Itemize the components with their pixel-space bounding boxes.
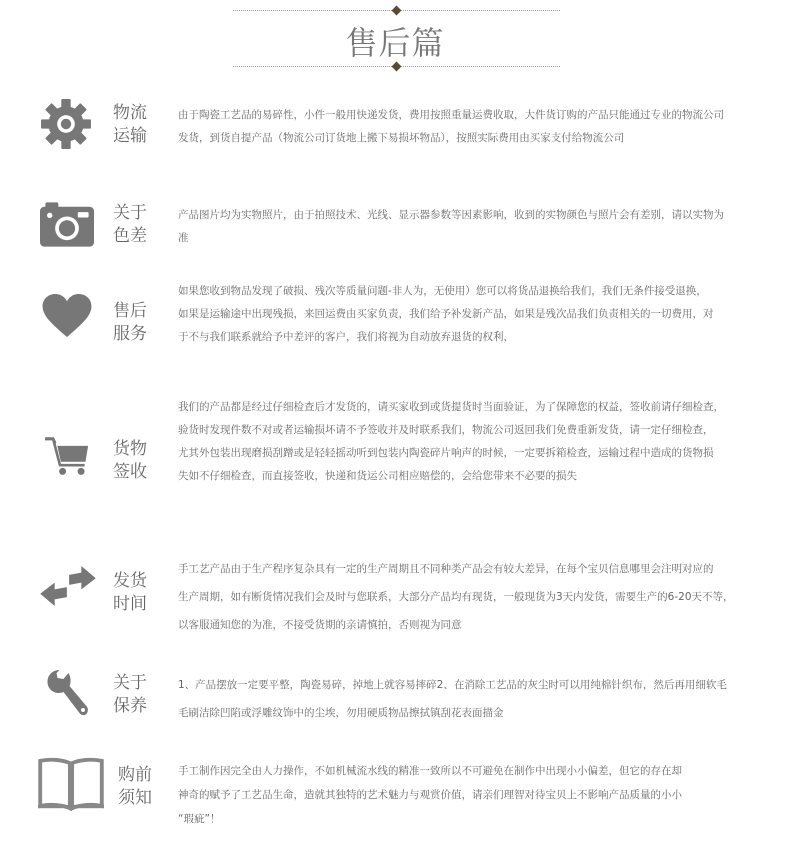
shopping-cart-icon bbox=[45, 436, 89, 476]
text-line: 准 bbox=[178, 232, 189, 244]
text-line: 产品图片均为实物照片，由于拍照技术、光线、显示器参数等因素影响，收到的实物颜色与照片会有差别，请以实物为 bbox=[178, 209, 724, 221]
label-line: 发货 bbox=[113, 571, 147, 591]
gear-icon bbox=[40, 98, 92, 150]
label-line: 运输 bbox=[113, 126, 147, 146]
section-label bbox=[113, 102, 157, 148]
label-line: 关于 bbox=[113, 203, 147, 223]
label-line: 时间 bbox=[113, 594, 147, 614]
label-line: 物流 bbox=[113, 103, 147, 123]
section-text bbox=[178, 396, 748, 488]
text-line: 毛刷洁除凹陷或浮雕纹饰中的尘埃，勿用硬质物品擦拭镇刮花表面描金 bbox=[178, 707, 504, 719]
label-line: 保养 bbox=[113, 696, 147, 716]
label-line: 须知 bbox=[118, 788, 152, 808]
text-line: 由于陶瓷工艺品的易碎性，小件一般用快递发货，费用按照重量运费收取，大件货订购的产品只能通过专业的物流公司 bbox=[178, 109, 724, 121]
section-label bbox=[113, 438, 157, 484]
section-delivery-time bbox=[0, 552, 790, 642]
section-text bbox=[178, 104, 748, 150]
section-goods-receipt bbox=[0, 396, 790, 496]
section-after-sales bbox=[0, 280, 790, 360]
text-line: 于不与我们联系就给予中差评的客户，我们将视为自动放弃退货的权利， bbox=[178, 331, 514, 343]
text-line: 如果是运输途中出现残损，来回运费由买家负责，我们给予补发新产品，如果是残次品我们负责相关的一切费用，对 bbox=[178, 308, 714, 320]
label-line: 售后 bbox=[113, 301, 147, 321]
label-line: 货物 bbox=[113, 439, 147, 459]
label-line: 购前 bbox=[118, 765, 152, 785]
open-book-icon bbox=[38, 756, 104, 812]
section-label bbox=[113, 202, 157, 248]
wrench-icon bbox=[44, 668, 90, 718]
section-text bbox=[178, 280, 748, 349]
section-text bbox=[178, 671, 748, 727]
label-line: 签收 bbox=[113, 462, 147, 482]
label-line: 色差 bbox=[113, 226, 147, 246]
section-maintenance bbox=[0, 668, 790, 728]
text-line: 如果您收到物品发现了破损、残次等质量问题-非人为，无使用）您可以将货品退换给我们，我们无条件接受退换， bbox=[178, 285, 707, 297]
page-header bbox=[0, 0, 790, 80]
page-title: 售后篇 bbox=[345, 24, 445, 62]
section-text bbox=[178, 555, 748, 639]
text-line: 手工艺产品由于生产程序复杂具有一定的生产周期且不同种类产品会有较大差异，在每个宝贝信息哪里会注明对应的 bbox=[178, 563, 714, 575]
section-label bbox=[113, 672, 157, 718]
text-line: 失如不仔细检查，而直接签收，快递和货运公司相应赔偿的，会给您带来不必要的损失 bbox=[178, 470, 577, 482]
text-line: “瑕疵”！ bbox=[178, 813, 221, 825]
text-line: 以客服通知您的为准，不接受货期的亲请慎拍，否则视为同意 bbox=[178, 619, 462, 631]
section-label bbox=[113, 300, 157, 346]
label-line: 关于 bbox=[113, 673, 147, 693]
section-label bbox=[113, 570, 157, 616]
camera-icon bbox=[40, 200, 94, 248]
exchange-arrows-icon bbox=[40, 566, 96, 606]
text-line: 验货时发现件数不对或者运输损坏请不予签收并及时联系我们，物流公司返回我们免费重新发货，请一定仔细检查， bbox=[178, 424, 714, 436]
text-line: 神奇的赋予了工艺品生命，造就其独特的艺术魅力与观赏价值，请亲们理智对待宝贝上不影响产品质量的小小 bbox=[178, 789, 682, 801]
section-color-difference bbox=[0, 192, 790, 262]
section-text bbox=[178, 204, 748, 250]
section-logistics bbox=[0, 92, 790, 162]
heart-icon bbox=[42, 294, 92, 338]
text-line: 我们的产品都是经过仔细检查后才发货的，请买家收到或货提货时当面验证，为了保障您的权益，签收前请仔细检查， bbox=[178, 401, 724, 413]
section-label bbox=[118, 764, 162, 810]
label-line: 服务 bbox=[113, 324, 147, 344]
text-line: 生产周期，如有断货情况我们会及时与您联系，大部分产品均有现货，一般现货为3天内发货，需要生产的6-20天不等， bbox=[178, 591, 734, 603]
text-line: 手工制作因完全由人力操作，不如机械流水线的精准一致所以不可避免在制作中出现小小偏差，但它的存在却 bbox=[178, 765, 682, 777]
top-diamond-ornament bbox=[392, 6, 402, 16]
text-line: 1、产品摆放一定要平整，陶瓷易碎，掉地上就容易摔碎2、在消除工艺品的灰尘时可以用纯棉针织布，然后再用细软毛 bbox=[178, 679, 727, 691]
section-purchase-notice bbox=[0, 756, 790, 836]
text-line: 尤其外包装出现磨损刮蹭或是轻轻摇动听到包装内陶瓷碎片响声的时候，一定要拆箱检查，运输过程中造成的货物损 bbox=[178, 447, 714, 459]
section-text bbox=[178, 759, 748, 831]
text-line: 发货，到货自提产品（物流公司订货地上搬下易损坏物品），按照实际费用由买家支付给物流公司 bbox=[178, 132, 625, 144]
